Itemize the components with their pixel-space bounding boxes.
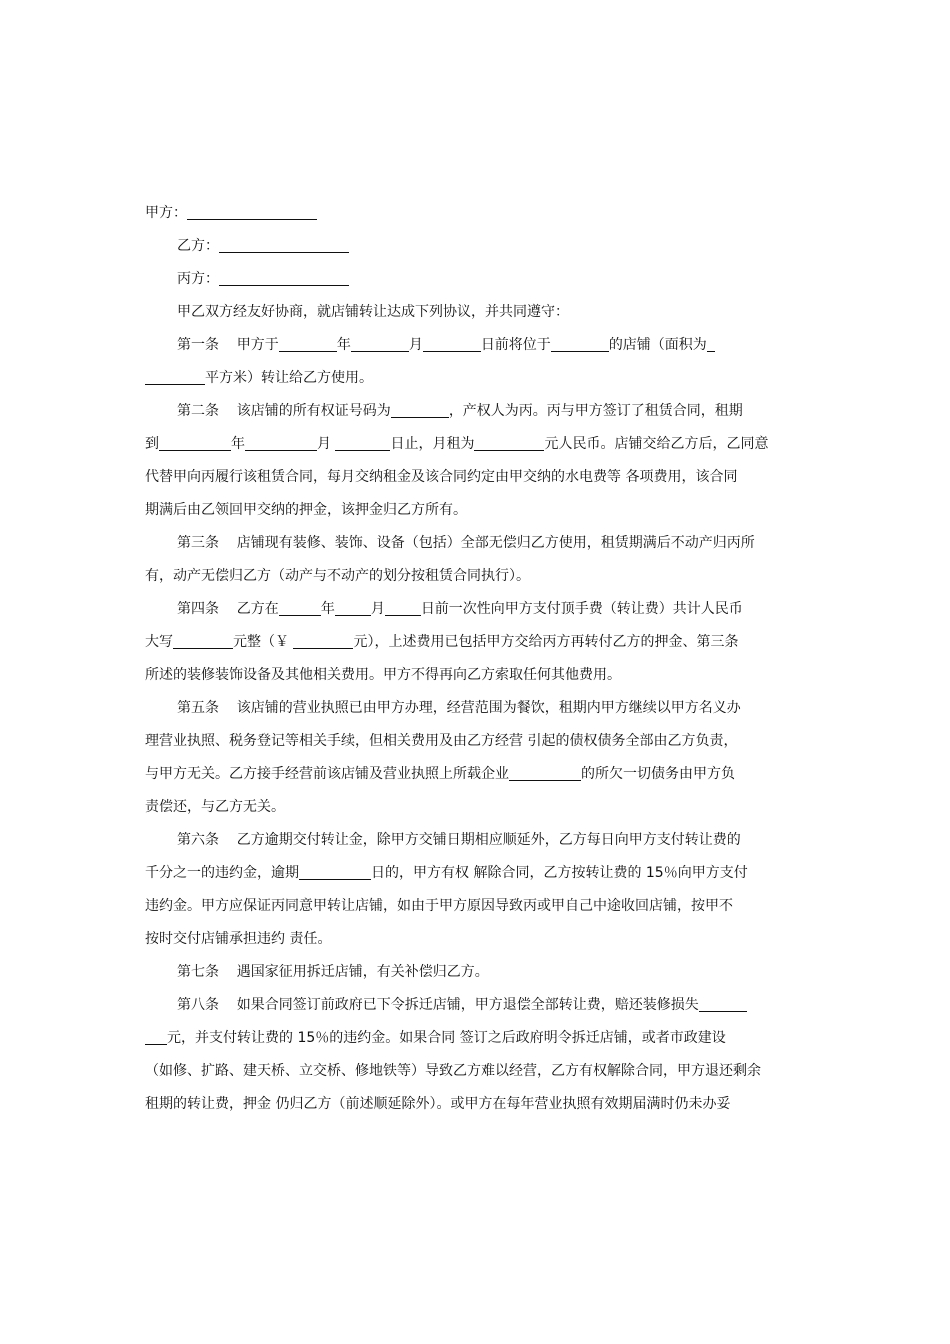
blank	[351, 334, 409, 352]
text: 租期的转让费，押金 仍归乙方（前述顺延除外）。或甲方在每年营业执照有效期届满时仍未办妥	[145, 1096, 731, 1112]
blank	[385, 598, 421, 616]
text: 平方米）转让给乙方使用。	[205, 370, 373, 386]
party-c-blank	[219, 268, 349, 286]
blank	[145, 1027, 167, 1045]
article-8-line-4	[145, 1089, 810, 1120]
article-5-line-4	[145, 792, 810, 823]
blank	[335, 598, 371, 616]
intro-text: 甲乙双方经友好协商，就店铺转让达成下列协议，并共同遵守：	[177, 304, 569, 320]
text: 元，并支付转让费的 15％的违约金。如果合同 签订之后政府明令拆迁店铺，或者市政建设	[167, 1030, 726, 1046]
article-1-text: 第一条 甲方于	[177, 337, 279, 353]
blank	[699, 994, 747, 1012]
article-1-line-1	[145, 330, 810, 361]
text: 日的，甲方有权 解除合同，乙方按转让费的 15％向甲方支付	[371, 865, 748, 881]
blank	[279, 334, 337, 352]
party-b-label: 乙方：	[177, 238, 219, 254]
article-6-line-3	[145, 891, 810, 922]
party-b-line	[145, 231, 810, 262]
text: 月	[317, 436, 336, 452]
article-5-line-1	[145, 693, 810, 724]
text: 日前一次性向甲方支付顶手费（转让费）共计人民币	[420, 601, 743, 617]
article-8-text: 第八条 如果合同签订前政府已下令拆迁店铺，甲方退偿全部转让费，赔还装修损失	[177, 997, 699, 1013]
contract-page	[145, 198, 810, 1120]
text: 有，动产无偿归乙方（动产与不动产的划分按租赁合同执行）。	[145, 568, 530, 584]
article-4-line-3	[145, 660, 810, 691]
blank	[335, 433, 390, 451]
intro-line	[145, 297, 810, 328]
text: 与甲方无关。乙方接手经营前该店铺及营业执照上所载企业	[145, 766, 509, 782]
text-year: 年	[336, 337, 351, 353]
text: 大写	[145, 634, 173, 650]
text-month: 月	[408, 337, 423, 353]
party-c-label: 丙方：	[177, 271, 219, 287]
blank	[474, 433, 544, 451]
text: 年	[231, 436, 245, 452]
text: 到	[145, 436, 159, 452]
text: 日止，月租为	[390, 436, 475, 452]
article-2-line-4	[145, 495, 810, 526]
party-a-label: 甲方：	[145, 205, 187, 221]
article-7-text: 第七条 遇国家征用拆迁店铺，有关补偿归乙方。	[177, 964, 489, 980]
blank	[423, 334, 481, 352]
party-a-blank	[187, 202, 317, 220]
blank	[145, 367, 205, 385]
text: 理营业执照、税务登记等相关手续，但相关费用及由乙方经营 引起的债权债务全部由乙方负责，	[145, 733, 738, 749]
party-b-blank	[219, 235, 349, 253]
blank	[245, 433, 317, 451]
text-day: 日前将位于	[480, 337, 551, 353]
blank	[293, 631, 353, 649]
article-4-text: 第四条 乙方在	[177, 601, 279, 617]
text: 责偿还，与乙方无关。	[145, 799, 285, 815]
article-5-text: 第五条 该店铺的营业执照已由甲方办理，经营范围为餐饮，租期内甲方继续以甲方名义办	[177, 700, 741, 716]
text: 期满后由乙领回甲交纳的押金，该押金归乙方所有。	[145, 502, 467, 518]
blank	[509, 763, 581, 781]
article-6-line-2	[145, 858, 810, 889]
party-c-line	[145, 264, 810, 295]
text: 元），上述费用已包括甲方交给丙方再转付乙方的押金、第三条	[353, 634, 739, 650]
article-7-line-1	[145, 957, 810, 988]
article-8-line-2	[145, 1023, 810, 1054]
blank	[279, 598, 321, 616]
blank	[299, 862, 371, 880]
text: 的所欠一切债务由甲方负	[581, 766, 735, 782]
text: 违约金。甲方应保证丙同意甲转让店铺，如由于甲方原因导致丙或甲自己中途收回店铺，按甲不	[145, 898, 733, 914]
party-a-line	[145, 198, 810, 229]
article-3-line-2	[145, 561, 810, 592]
article-2-line-2	[145, 429, 810, 460]
article-2-text: 第二条 该店铺的所有权证号码为	[177, 403, 391, 419]
article-5-line-2	[145, 726, 810, 757]
blank	[391, 400, 449, 418]
blank	[551, 334, 609, 352]
text: 按时交付店铺承担违约 责任。	[145, 931, 332, 947]
text: 月	[370, 601, 385, 617]
article-4-line-2	[145, 627, 810, 658]
text: 千分之一的违约金，逾期	[145, 865, 299, 881]
article-6-text: 第六条 乙方逾期交付转让金，除甲方交铺日期相应顺延外，乙方每日向甲方支付转让费的	[177, 832, 741, 848]
article-3-line-1	[145, 528, 810, 559]
article-8-line-3	[145, 1056, 810, 1087]
text: 年	[320, 601, 335, 617]
article-3-text: 第三条 店铺现有装修、装饰、设备（包括）全部无偿归乙方使用，租赁期满后不动产归丙所	[177, 535, 755, 551]
article-5-line-3	[145, 759, 810, 790]
text: 所述的装修装饰设备及其他相关费用。甲方不得再向乙方索取任何其他费用。	[145, 667, 621, 683]
article-1-line-2	[145, 363, 810, 394]
blank	[173, 631, 233, 649]
article-2-line-1	[145, 396, 810, 427]
text: 代替甲向丙履行该租赁合同，每月交纳租金及该合同约定由甲交纳的水电费等 各项费用，该合同	[145, 469, 738, 485]
text: 元整（￥	[233, 634, 294, 650]
article-4-line-1	[145, 594, 810, 625]
text: ，产权人为丙。丙与甲方签订了租赁合同，租期	[448, 403, 743, 419]
text: （如修、扩路、建天桥、立交桥、修地铁等）导致乙方难以经营，乙方有权解除合同，甲方退还剩余	[145, 1063, 761, 1079]
text-area: 的店铺（面积为	[608, 337, 707, 353]
blank	[159, 433, 231, 451]
text: 元人民币。店铺交给乙方后，乙同意	[544, 436, 769, 452]
blank	[707, 334, 715, 352]
article-2-line-3	[145, 462, 810, 493]
article-8-line-1	[145, 990, 810, 1021]
article-6-line-1	[145, 825, 810, 856]
article-6-line-4	[145, 924, 810, 955]
